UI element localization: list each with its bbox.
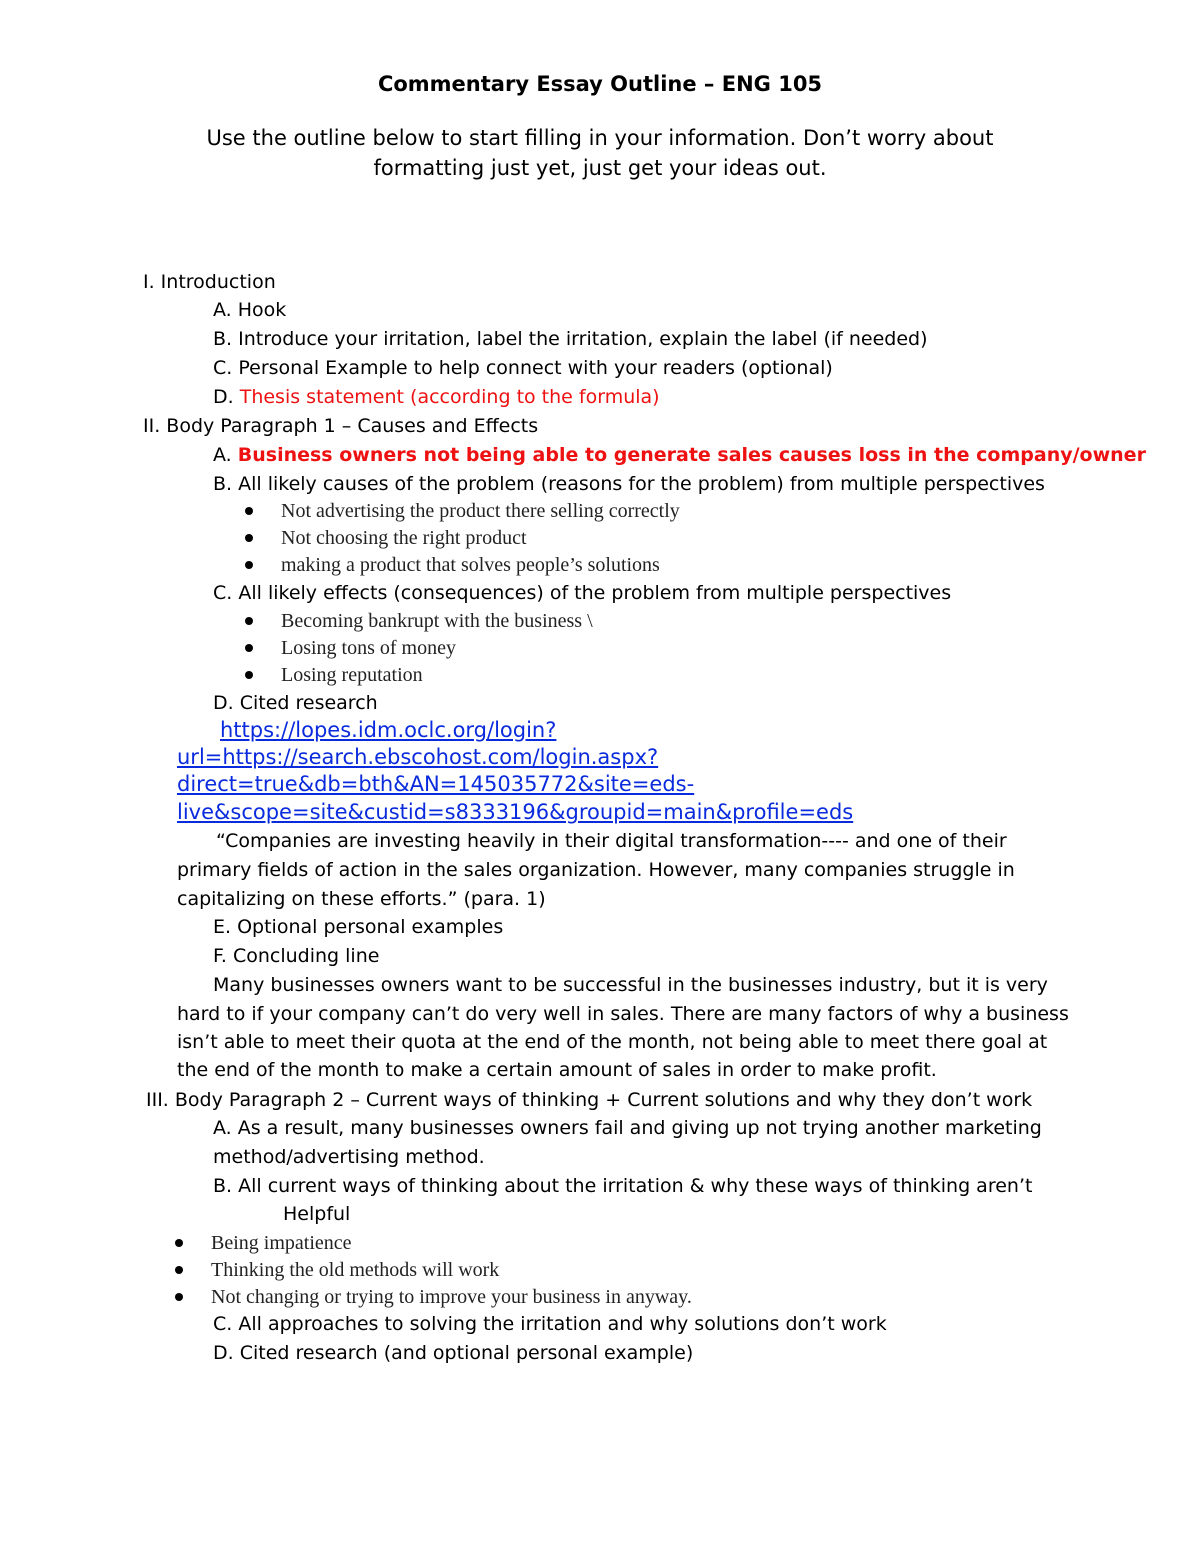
bullet-icon xyxy=(175,1293,183,1301)
bullet-icon xyxy=(245,534,253,542)
bullet-icon xyxy=(245,507,253,515)
outline-item-as-a-result: A. As a result, many businesses owners fail and giving up not trying another marketing xyxy=(213,1117,1042,1139)
list-item-effect: Becoming bankrupt with the business \ xyxy=(281,610,593,632)
outline-item-causes: B. All likely causes of the problem (reasons for the problem) from multiple perspectives xyxy=(213,473,1045,495)
outline-item-cited-research-2: D. Cited research (and optional personal example) xyxy=(213,1342,694,1364)
outline-item-as-a-result-cont: method/advertising method. xyxy=(213,1146,485,1168)
citation-link[interactable]: live&scope=site&custid=s8333196&groupid=main&profile=eds xyxy=(177,800,854,824)
concluding-text-line: Many businesses owners want to be successful in the businesses industry, but it is very xyxy=(213,974,1048,996)
list-item-cause: Not advertising the product there selling correctly xyxy=(281,500,680,522)
outline-item-current-thinking-cont: Helpful xyxy=(283,1203,351,1225)
concluding-text-line: the end of the month to make a certain amount of sales in order to make profit. xyxy=(177,1059,937,1081)
section-heading-introduction: I. Introduction xyxy=(143,271,276,293)
subtitle-line: Use the outline below to start filling in your information. Don’t worry about xyxy=(206,126,994,150)
section-heading-body-1: II. Body Paragraph 1 – Causes and Effects xyxy=(143,415,539,437)
list-item-thinking: Thinking the old methods will work xyxy=(211,1259,500,1281)
document-subtitle xyxy=(150,123,1050,183)
list-item-thinking: Being impatience xyxy=(211,1232,352,1254)
outline-item-thesis xyxy=(213,384,660,410)
subtitle-line: formatting just yet, just get your ideas out. xyxy=(373,156,827,180)
quote-line: primary fields of action in the sales organization. However, many companies struggle in xyxy=(177,859,1015,881)
citation-link[interactable]: direct=true&db=bth&AN=145035772&site=eds- xyxy=(177,772,695,796)
bullet-icon xyxy=(175,1239,183,1247)
quote-line: “Companies are investing heavily in their digital transformation---- and one of their xyxy=(216,830,1007,852)
bullet-icon xyxy=(245,671,253,679)
list-item-effect: Losing reputation xyxy=(281,664,423,686)
list-item-cause: Not choosing the right product xyxy=(281,527,527,549)
bullet-icon xyxy=(245,561,253,569)
outline-item-effects: C. All likely effects (consequences) of the problem from multiple perspectives xyxy=(213,582,952,604)
bullet-icon xyxy=(245,617,253,625)
outline-item-concluding-line: F. Concluding line xyxy=(213,945,380,967)
outline-item-cited-research: D. Cited research xyxy=(213,692,378,714)
quote-line: capitalizing on these efforts.” (para. 1) xyxy=(177,888,546,910)
list-item-thinking: Not changing or trying to improve your business in anyway. xyxy=(211,1286,692,1308)
list-item-effect: Losing tons of money xyxy=(281,637,456,659)
concluding-text-line: isn’t able to meet their quota at the end of the month, not being able to meet there goal at xyxy=(177,1031,1048,1053)
outline-item-prefix: D. xyxy=(213,386,240,408)
section-heading-body-2: III. Body Paragraph 2 – Current ways of thinking + Current solutions and why they don’t work xyxy=(146,1089,1033,1111)
topic-sentence-text: Business owners not being able to generate sales causes loss in the company/owner xyxy=(237,444,1146,466)
concluding-text-line: hard to if your company can’t do very well in sales. There are many factors of why a business xyxy=(177,1003,1069,1025)
thesis-statement-text: Thesis statement (according to the formula) xyxy=(239,386,660,408)
outline-item-topic-sentence xyxy=(213,442,1146,468)
outline-item-personal-example: C. Personal Example to help connect with your readers (optional) xyxy=(213,357,833,379)
outline-item-optional-examples: E. Optional personal examples xyxy=(213,916,504,938)
outline-item-prefix: A. xyxy=(213,444,238,466)
document-title: Commentary Essay Outline – ENG 105 xyxy=(377,72,823,96)
list-item-cause: making a product that solves people’s solutions xyxy=(281,554,660,576)
outline-item-current-thinking: B. All current ways of thinking about the irritation & why these ways of thinking aren’t xyxy=(213,1175,1033,1197)
bullet-icon xyxy=(245,644,253,652)
outline-item-approaches: C. All approaches to solving the irritation and why solutions don’t work xyxy=(213,1313,887,1335)
citation-link[interactable]: https://lopes.idm.oclc.org/login? xyxy=(220,718,557,742)
outline-item-hook: A. Hook xyxy=(213,299,287,321)
outline-item-introduce-irritation: B. Introduce your irritation, label the irritation, explain the label (if needed) xyxy=(213,328,928,350)
bullet-icon xyxy=(175,1266,183,1274)
citation-link[interactable]: url=https://search.ebscohost.com/login.aspx? xyxy=(177,745,659,769)
